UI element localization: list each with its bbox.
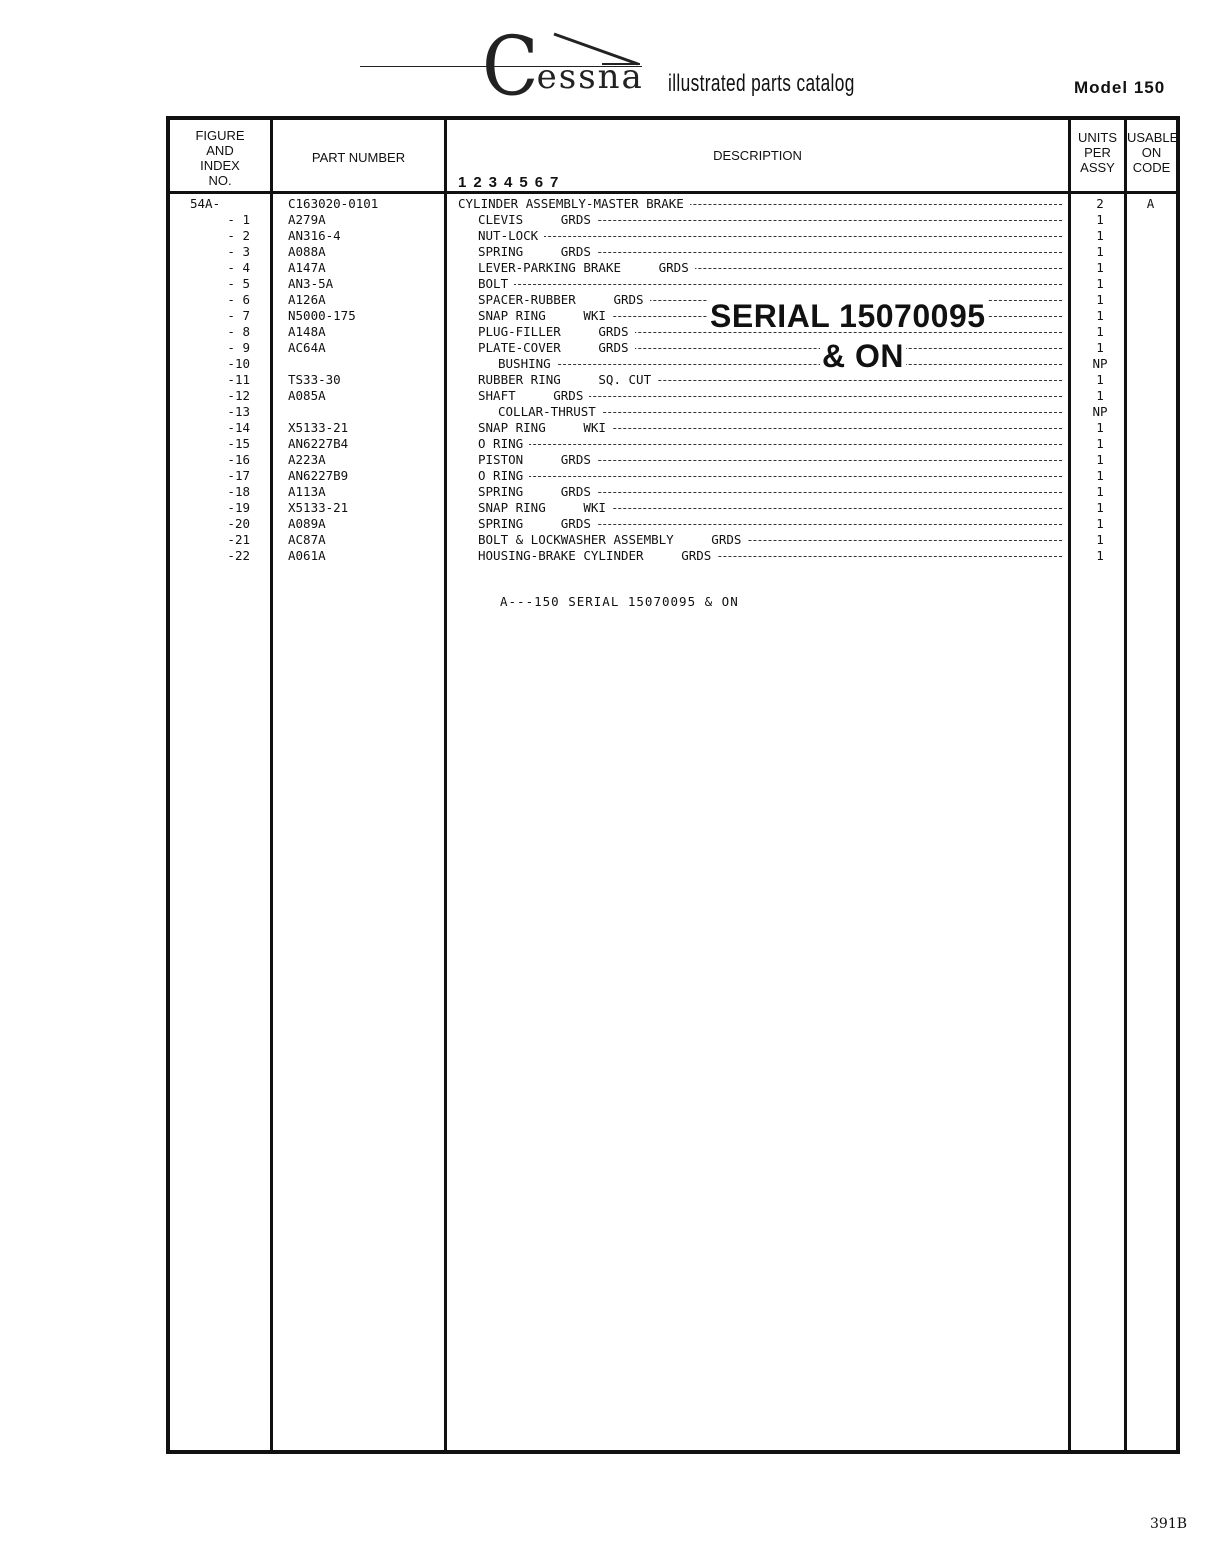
indent-digits: 1234567 bbox=[458, 174, 566, 191]
part-number: A223A bbox=[288, 452, 326, 467]
units-per-assy: 1 bbox=[1096, 500, 1104, 515]
figure-index: - 5 bbox=[227, 276, 250, 291]
parts-table bbox=[166, 116, 1180, 1454]
page-header bbox=[0, 0, 1212, 115]
figure-index: -11 bbox=[227, 372, 250, 387]
table-row bbox=[170, 228, 1176, 244]
description-text: O RING bbox=[478, 468, 529, 483]
table-row bbox=[170, 420, 1176, 436]
column-header-units bbox=[1071, 130, 1124, 175]
part-number: A126A bbox=[288, 292, 326, 307]
part-number: AN316-4 bbox=[288, 228, 341, 243]
table-row bbox=[170, 324, 1176, 340]
description bbox=[458, 420, 1062, 436]
table-row bbox=[170, 404, 1176, 420]
column-header-description: DESCRIPTION bbox=[713, 148, 802, 163]
figure-index: - 9 bbox=[227, 340, 250, 355]
table-row bbox=[170, 356, 1176, 372]
description bbox=[458, 516, 1062, 532]
units-per-assy: 2 bbox=[1096, 196, 1104, 211]
table-row bbox=[170, 500, 1176, 516]
serial-stamp-line2: & ON bbox=[822, 338, 904, 374]
table-row bbox=[170, 372, 1176, 388]
figure-index: - 2 bbox=[227, 228, 250, 243]
part-number: AN6227B9 bbox=[288, 468, 349, 483]
part-number: C163020-0101 bbox=[288, 196, 379, 211]
description-text: SPACER-RUBBER GRDS bbox=[478, 292, 650, 307]
description-text: PLUG-FILLER GRDS bbox=[478, 324, 635, 339]
usable-header-line: ON bbox=[1141, 145, 1162, 160]
part-number: A089A bbox=[288, 516, 326, 531]
part-number: AN3-5A bbox=[288, 276, 334, 291]
units-per-assy: 1 bbox=[1096, 388, 1104, 403]
figure-index: - 6 bbox=[227, 292, 250, 307]
description-text: SNAP RING WKI bbox=[478, 420, 612, 435]
leader-dashes bbox=[478, 284, 1062, 285]
description-text: SPRING GRDS bbox=[478, 484, 597, 499]
description-text: HOUSING-BRAKE CYLINDER GRDS bbox=[478, 548, 717, 563]
figure-index: -18 bbox=[227, 484, 250, 499]
units-per-assy: 1 bbox=[1096, 372, 1104, 387]
units-per-assy: 1 bbox=[1096, 484, 1104, 499]
description bbox=[458, 212, 1062, 228]
figure-index: - 7 bbox=[227, 308, 250, 323]
part-number: A088A bbox=[288, 244, 326, 259]
description-text: BOLT bbox=[478, 276, 514, 291]
description-text: SHAFT GRDS bbox=[478, 388, 589, 403]
description-text: RUBBER RING SQ. CUT bbox=[478, 372, 657, 387]
description bbox=[458, 548, 1062, 564]
units-per-assy: NP bbox=[1092, 356, 1108, 371]
table-row bbox=[170, 260, 1176, 276]
usable-header-line: USABLE bbox=[1127, 130, 1179, 145]
description bbox=[458, 468, 1062, 484]
figure-index: - 8 bbox=[227, 324, 250, 339]
part-number: A061A bbox=[288, 548, 326, 563]
description-text: SPRING GRDS bbox=[478, 516, 597, 531]
figure-index: -14 bbox=[227, 420, 250, 435]
figure-header-line: INDEX bbox=[200, 158, 240, 173]
leader-dashes bbox=[478, 444, 1062, 445]
figure-index: -13 bbox=[227, 404, 250, 419]
description-text: PISTON GRDS bbox=[478, 452, 597, 467]
description-text: NUT-LOCK bbox=[478, 228, 544, 243]
table-row bbox=[170, 244, 1176, 260]
table-row bbox=[170, 452, 1176, 468]
table-row bbox=[170, 212, 1176, 228]
units-per-assy: 1 bbox=[1096, 548, 1104, 563]
description bbox=[458, 340, 1062, 356]
units-header-line: PER bbox=[1084, 145, 1111, 160]
table-row bbox=[170, 532, 1176, 548]
units-per-assy: 1 bbox=[1096, 436, 1104, 451]
units-per-assy: 1 bbox=[1096, 260, 1104, 275]
table-row bbox=[170, 436, 1176, 452]
description-text: CLEVIS GRDS bbox=[478, 212, 597, 227]
part-number: AC64A bbox=[288, 340, 326, 355]
description-text: O RING bbox=[478, 436, 529, 451]
figure-index: -21 bbox=[227, 532, 250, 547]
figure-index: -22 bbox=[227, 548, 250, 563]
header-divider bbox=[170, 191, 1176, 194]
column-header-part-number: PART NUMBER bbox=[311, 150, 406, 165]
usable-header-line: CODE bbox=[1132, 160, 1171, 175]
usable-on-code: A bbox=[1146, 196, 1155, 211]
units-per-assy: 1 bbox=[1096, 212, 1104, 227]
description bbox=[458, 356, 1062, 372]
units-per-assy: 1 bbox=[1096, 308, 1104, 323]
table-row bbox=[170, 292, 1176, 308]
units-per-assy: 1 bbox=[1096, 292, 1104, 307]
part-number: A279A bbox=[288, 212, 326, 227]
description-text: PLATE-COVER GRDS bbox=[478, 340, 635, 355]
logo-wordmark: essna bbox=[536, 57, 644, 97]
description bbox=[458, 228, 1062, 244]
description bbox=[458, 244, 1062, 260]
description bbox=[458, 196, 1062, 212]
description bbox=[458, 404, 1062, 420]
table-row bbox=[170, 484, 1176, 500]
description-text: SPRING GRDS bbox=[478, 244, 597, 259]
part-number: AC87A bbox=[288, 532, 326, 547]
units-per-assy: 1 bbox=[1096, 228, 1104, 243]
serial-stamp-line1: SERIAL 15070095 bbox=[710, 298, 986, 334]
description bbox=[458, 388, 1062, 404]
table-row bbox=[170, 340, 1176, 356]
figure-index: -15 bbox=[227, 436, 250, 451]
figure-index: -17 bbox=[227, 468, 250, 483]
description bbox=[458, 532, 1062, 548]
part-number: A085A bbox=[288, 388, 326, 403]
leader-dashes bbox=[478, 236, 1062, 237]
figure-index: - 1 bbox=[227, 212, 250, 227]
units-per-assy: 1 bbox=[1096, 276, 1104, 291]
figure-index: -10 bbox=[227, 356, 250, 371]
description bbox=[458, 452, 1062, 468]
part-number: A148A bbox=[288, 324, 326, 339]
figure-index: - 4 bbox=[227, 260, 250, 275]
usable-code-footnote: A---150 SERIAL 15070095 & ON bbox=[500, 594, 739, 609]
description-text: CYLINDER ASSEMBLY-MASTER BRAKE bbox=[458, 196, 690, 211]
description bbox=[458, 372, 1062, 388]
figure-index: -12 bbox=[227, 388, 250, 403]
units-per-assy: 1 bbox=[1096, 244, 1104, 259]
units-per-assy: 1 bbox=[1096, 532, 1104, 547]
cessna-logo bbox=[482, 19, 644, 115]
part-number: A113A bbox=[288, 484, 326, 499]
units-per-assy: NP bbox=[1092, 404, 1108, 419]
part-number: A147A bbox=[288, 260, 326, 275]
part-number: X5133-21 bbox=[288, 500, 349, 515]
figure-index: 54A- bbox=[190, 196, 221, 211]
description bbox=[458, 436, 1062, 452]
units-per-assy: 1 bbox=[1096, 516, 1104, 531]
table-row bbox=[170, 516, 1176, 532]
table-row bbox=[170, 548, 1176, 564]
page-number: 391B bbox=[1150, 1516, 1188, 1532]
table-row bbox=[170, 276, 1176, 292]
column-header-figure bbox=[170, 128, 270, 188]
description-text: SNAP RING WKI bbox=[478, 308, 612, 323]
logo-letter-c: C bbox=[482, 19, 537, 115]
part-number: TS33-30 bbox=[288, 372, 341, 387]
table-row bbox=[170, 388, 1176, 404]
figure-index: -20 bbox=[227, 516, 250, 531]
description bbox=[458, 500, 1062, 516]
table-row bbox=[170, 308, 1176, 324]
description-text: SNAP RING WKI bbox=[478, 500, 612, 515]
figure-index: -16 bbox=[227, 452, 250, 467]
units-header-line: ASSY bbox=[1080, 160, 1115, 175]
units-per-assy: 1 bbox=[1096, 468, 1104, 483]
description-text: BOLT & LOCKWASHER ASSEMBLY GRDS bbox=[478, 532, 747, 547]
figure-index: - 3 bbox=[227, 244, 250, 259]
description bbox=[458, 260, 1062, 276]
description bbox=[458, 276, 1062, 292]
description-text: LEVER-PARKING BRAKE GRDS bbox=[478, 260, 695, 275]
table-row bbox=[170, 196, 1176, 212]
column-header-usable bbox=[1127, 130, 1179, 175]
part-number: AN6227B4 bbox=[288, 436, 349, 451]
description-text: BUSHING bbox=[498, 356, 557, 371]
figure-header-line: AND bbox=[206, 143, 234, 158]
leader-dashes bbox=[478, 476, 1062, 477]
catalog-title: illustrated parts catalog bbox=[668, 70, 855, 97]
model-label: Model 150 bbox=[1074, 78, 1166, 97]
table-row bbox=[170, 468, 1176, 484]
units-header-line: UNITS bbox=[1078, 130, 1117, 145]
units-per-assy: 1 bbox=[1096, 420, 1104, 435]
units-per-assy: 1 bbox=[1096, 340, 1104, 355]
description-text: COLLAR-THRUST bbox=[498, 404, 602, 419]
part-number: N5000-175 bbox=[288, 308, 356, 323]
figure-header-line: FIGURE bbox=[195, 128, 245, 143]
description bbox=[458, 484, 1062, 500]
figure-header-line: NO. bbox=[208, 173, 232, 188]
units-per-assy: 1 bbox=[1096, 452, 1104, 467]
units-per-assy: 1 bbox=[1096, 324, 1104, 339]
figure-index: -19 bbox=[227, 500, 250, 515]
leader-dashes bbox=[498, 364, 1062, 365]
part-number: X5133-21 bbox=[288, 420, 349, 435]
